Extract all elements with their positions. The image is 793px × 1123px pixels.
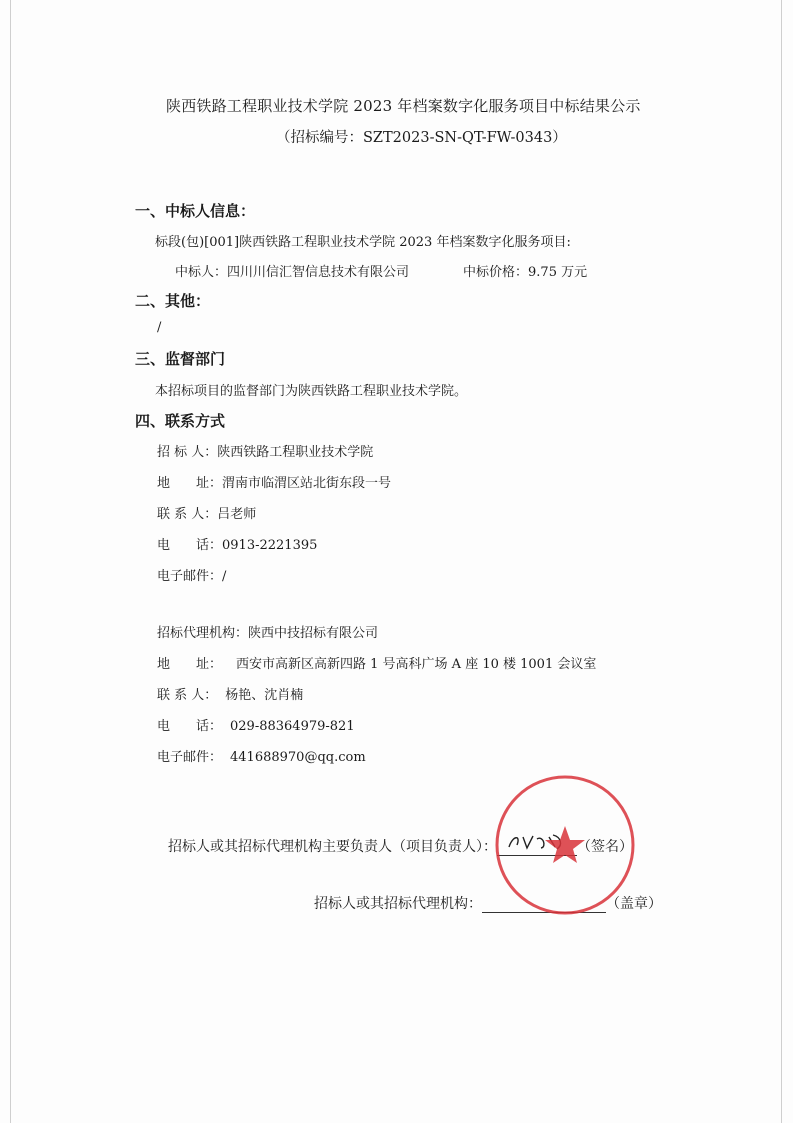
contact-label: 电子邮件： bbox=[157, 569, 223, 584]
agency-value: 441688970@qq.com bbox=[230, 750, 366, 765]
section-heading-other: 二、其他： bbox=[135, 292, 211, 310]
winner-bidder-name: 四川川信汇智信息技术有限公司 bbox=[227, 265, 410, 280]
signature-suffix: （签名） bbox=[577, 839, 633, 855]
winner-price-label: 中标价格： bbox=[463, 265, 529, 280]
agency-value: 陕西中技招标有限公司 bbox=[248, 626, 379, 641]
agency-row bbox=[157, 684, 303, 703]
contact-row bbox=[157, 441, 373, 460]
agency-row bbox=[157, 622, 378, 641]
supervision-text: 本招标项目的监督部门为陕西铁路工程职业技术学院。 bbox=[155, 384, 468, 399]
agency-label: 招标代理机构： bbox=[157, 626, 249, 641]
contact-value: 陕西铁路工程职业技术学院 bbox=[217, 445, 374, 460]
agency-row bbox=[157, 715, 355, 734]
section-heading-contact: 四、联系方式 bbox=[135, 412, 226, 430]
contact-row bbox=[157, 503, 256, 522]
section-heading-supervision: 三、监督部门 bbox=[135, 350, 226, 368]
agency-value: 杨艳、沈肖楠 bbox=[225, 688, 304, 703]
seal-suffix: （盖章） bbox=[606, 896, 662, 912]
agency-row bbox=[157, 653, 596, 672]
winner-bidder-label: 中标人： bbox=[175, 265, 228, 280]
contact-row bbox=[157, 472, 391, 491]
agency-value: 西安市高新区高新四路 1 号高科广场 A 座 10 楼 1001 会议室 bbox=[236, 657, 597, 672]
agency-label: 地 址： bbox=[157, 657, 223, 672]
contact-value: 0913-2221395 bbox=[222, 538, 318, 553]
scan-edge-left bbox=[10, 0, 11, 1123]
scan-edge-right bbox=[781, 0, 782, 1123]
contact-label: 招 标 人： bbox=[157, 445, 218, 460]
agency-row bbox=[157, 746, 366, 765]
bid-number: （招标编号：SZT2023-SN-QT-FW-0343） bbox=[276, 130, 567, 146]
other-text: / bbox=[157, 320, 162, 335]
agency-value: 029-88364979-821 bbox=[230, 719, 355, 734]
agency-label: 电子邮件： bbox=[157, 750, 223, 765]
signature-label: 招标人或其招标代理机构主要负责人（项目负责人）： bbox=[168, 839, 497, 855]
contact-label: 电 话： bbox=[157, 538, 223, 553]
winner-bidder bbox=[175, 261, 409, 280]
winner-price-value: 9.75 万元 bbox=[528, 265, 588, 280]
official-seal-stamp bbox=[490, 770, 640, 920]
seal-label: 招标人或其招标代理机构： bbox=[314, 896, 482, 912]
contact-label: 地 址： bbox=[157, 476, 223, 491]
winner-price bbox=[463, 261, 587, 280]
contact-row bbox=[157, 565, 226, 584]
contact-row bbox=[157, 534, 317, 553]
contact-value: 渭南市临渭区站北街东段一号 bbox=[222, 476, 392, 491]
contact-value: / bbox=[222, 569, 227, 584]
agency-label: 联 系 人： bbox=[157, 688, 218, 703]
page-title: 陕西铁路工程职业技术学院 2023 年档案数字化服务项目中标结果公示 bbox=[166, 97, 641, 115]
section-heading-winner: 一、中标人信息： bbox=[135, 202, 256, 220]
agency-label: 电 话： bbox=[157, 719, 223, 734]
contact-value: 吕老师 bbox=[217, 507, 257, 522]
lot-description: 标段(包)[001]陕西铁路工程职业技术学院 2023 年档案数字化服务项目: bbox=[155, 235, 571, 250]
contact-label: 联 系 人： bbox=[157, 507, 218, 522]
